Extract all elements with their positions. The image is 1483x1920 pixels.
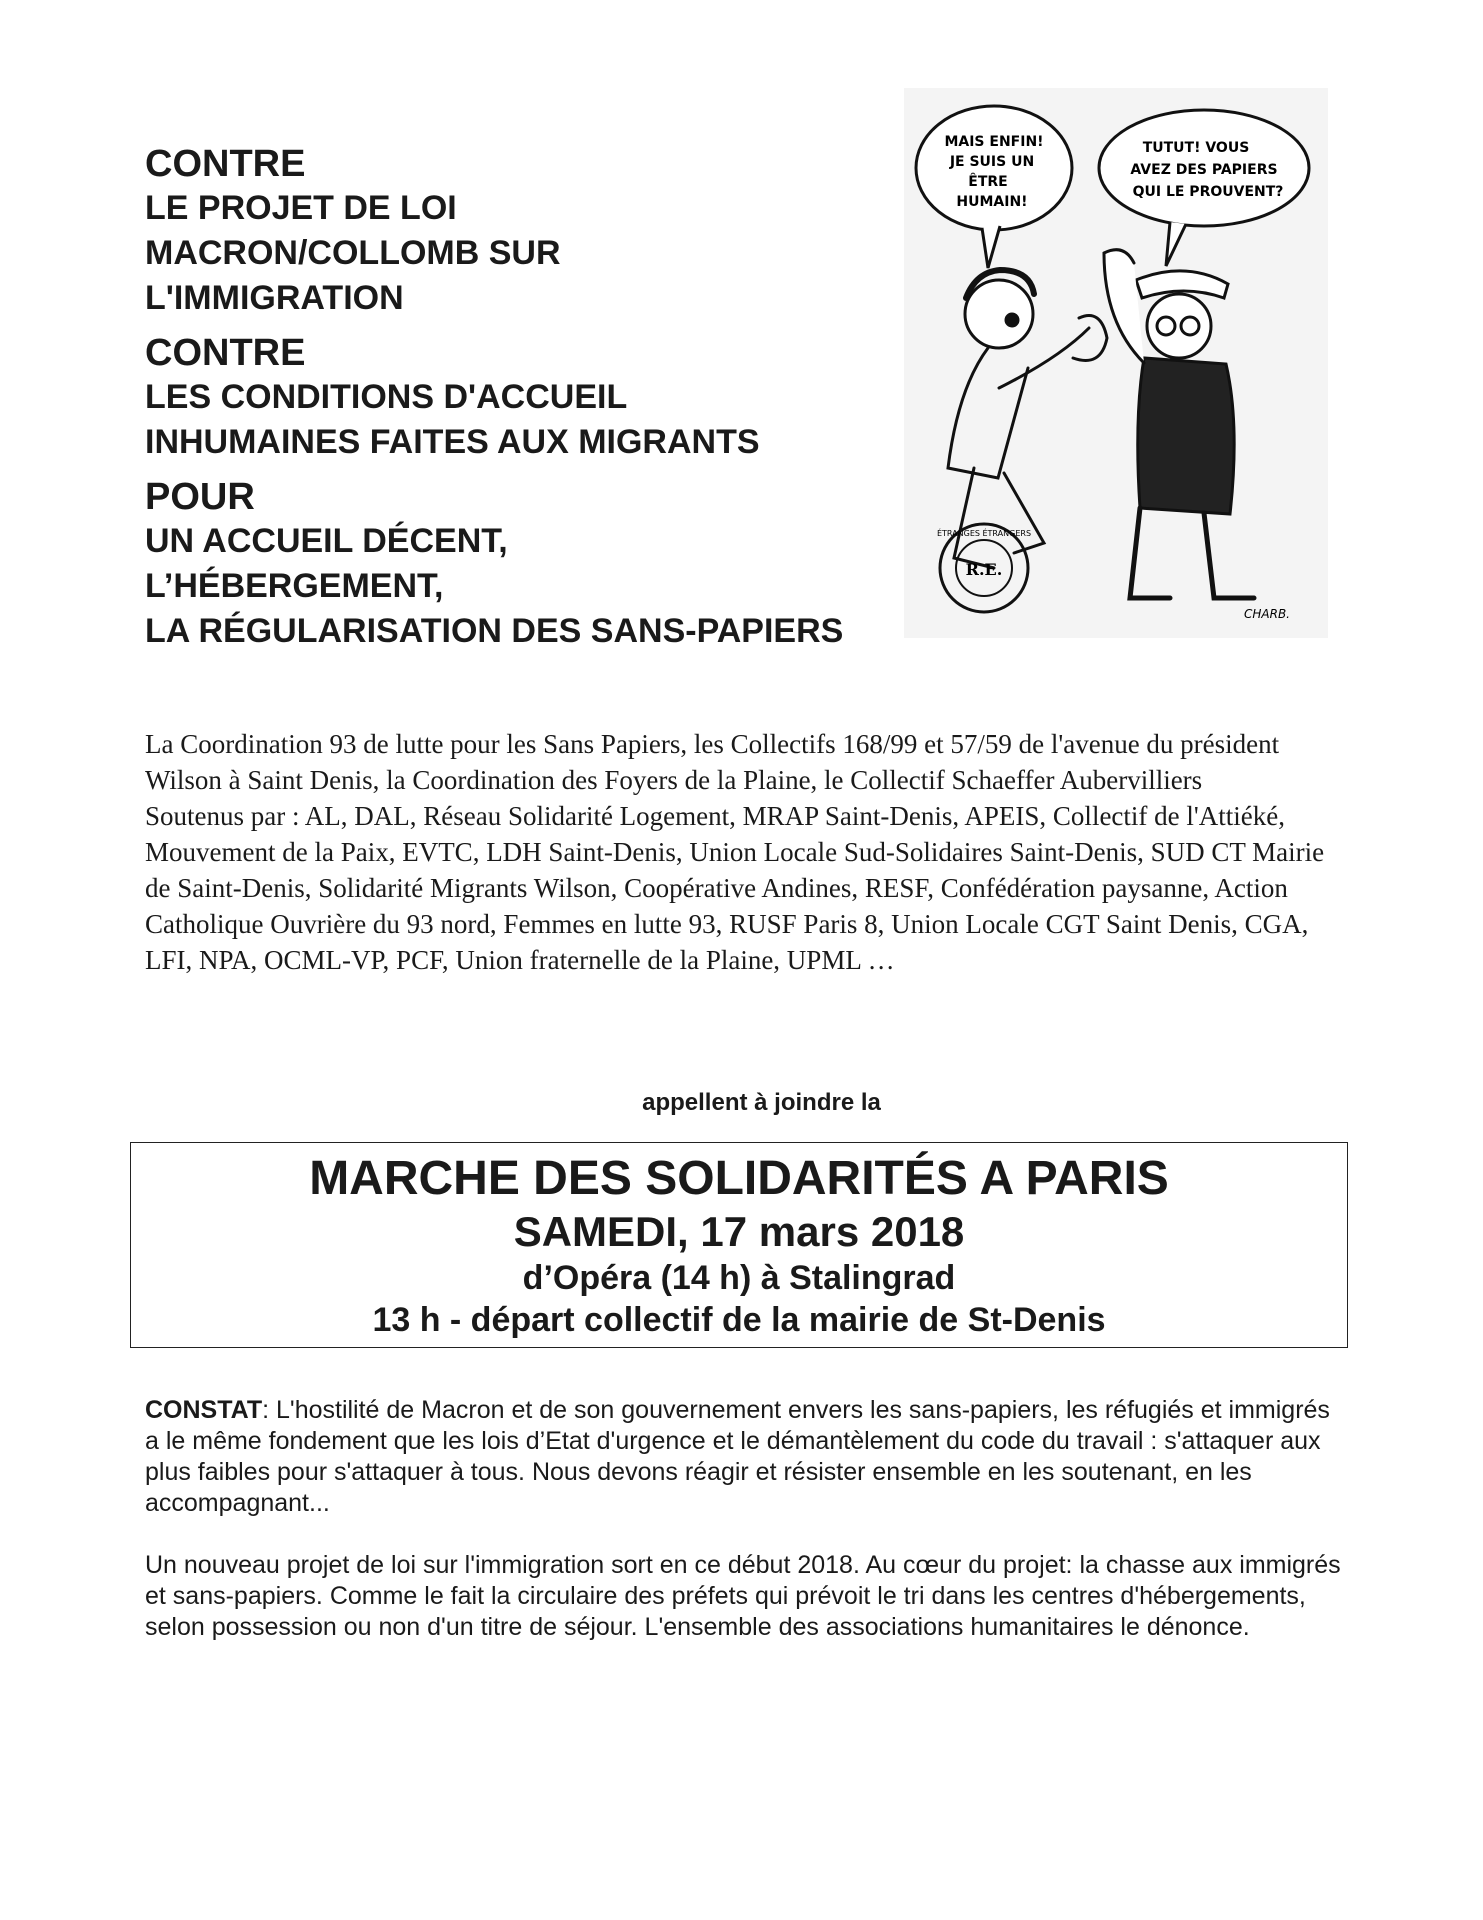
- event-title: MARCHE DES SOLIDARITÉS A PARIS: [309, 1152, 1169, 1205]
- constat-label: CONSTAT: [145, 1396, 263, 1424]
- headings: [145, 142, 945, 664]
- heading-keyword: CONTRE: [145, 332, 306, 374]
- cartoon-illustration: [904, 88, 1328, 638]
- heading-block-3: [145, 475, 945, 654]
- heading-line: INHUMAINES FAITES AUX MIGRANTS: [145, 423, 760, 461]
- event-date: SAMEDI, 17 mars 2018: [513, 1208, 965, 1255]
- constat-paragraph: [145, 1395, 1345, 1519]
- cartoon-signature: CHARB.: [1244, 607, 1290, 621]
- appeal-text: appellent à joindre la: [642, 1089, 881, 1116]
- bubble-text: JE SUIS UN: [949, 154, 1035, 170]
- bubble-text: ÊTRE: [968, 174, 1008, 190]
- constat-text: : L'hostilité de Macron et de son gouvernement envers les sans-papiers, les réfugiés et immigrés a le même fondement que les lois d’Etat d'urgence et le démantèlement du code du travail : s'attaquer aux plus faibles pour s'attaquer à tous. Nous devons réagir et résister ensemble en les soutenant, en les accompagnant...: [145, 1396, 1330, 1517]
- heading-line: LES CONDITIONS D'ACCUEIL: [145, 378, 628, 416]
- heading-line: LE PROJET DE LOI: [145, 189, 457, 227]
- bubble-text: MAIS ENFIN!: [944, 134, 1044, 150]
- stamp-letters: R.E.: [965, 560, 1003, 579]
- heading-line: MACRON/COLLOMB SUR: [145, 234, 561, 272]
- heading-keyword: CONTRE: [145, 143, 306, 185]
- bubble-text: HUMAIN!: [956, 194, 1028, 210]
- heading-keyword: POUR: [145, 476, 255, 518]
- appeal-line: [0, 1088, 1483, 1118]
- event-route: d’Opéra (14 h) à Stalingrad: [522, 1259, 956, 1297]
- heading-line: LA RÉGULARISATION DES SANS-PAPIERS: [145, 612, 844, 650]
- event-departure: 13 h - départ collectif de la mairie de St-Denis: [372, 1301, 1106, 1339]
- signatories: [145, 726, 1335, 978]
- stamp-ring-text: ÉTRANGES ÉTRANGERS: [936, 529, 1032, 538]
- heading-block-1: [145, 142, 945, 321]
- paragraph-2: Un nouveau projet de loi sur l'immigration sort en ce début 2018. Au cœur du projet: la chasse aux immigrés et sans-papiers. Comme le fait la circulaire des préfets qui prévoit le tri dans les centres d'hébergements, selon possession ou non d'un titre de séjour. L'ensemble des associations humanitaires le dénonce.: [145, 1551, 1341, 1641]
- bubble-text: AVEZ DES PAPIERS: [1130, 162, 1278, 178]
- supporters-text: Soutenus par : AL, DAL, Réseau Solidarité Logement, MRAP Saint-Denis, APEIS, Collectif de l'Attiéké, Mouvement de la Paix, EVTC, LDH Saint-Denis, Union Locale Sud-Solidaires Saint-Denis, SUD CT Mairie de Saint-Denis, Solidarité Migrants Wilson, Coopérative Andines, RESF, Confédération paysanne, Action Catholique Ouvrière du 93 nord, Femmes en lutte 93, RUSF Paris 8, Union Locale CGT Saint Denis, CGA, LFI, NPA, OCML-VP, PCF, Union fraternelle de la Plaine, UPML …: [145, 801, 1325, 975]
- heading-block-2: [145, 331, 945, 465]
- heading-line: L'IMMIGRATION: [145, 279, 404, 317]
- heading-line: UN ACCUEIL DÉCENT,: [145, 522, 508, 560]
- event-box: [130, 1142, 1348, 1348]
- body-text: [145, 1395, 1345, 1674]
- bubble-text: QUI LE PROUVENT?: [1132, 184, 1284, 200]
- organizers-text: La Coordination 93 de lutte pour les Sans Papiers, les Collectifs 168/99 et 57/59 de l'avenue du président Wilson à Saint Denis, la Coordination des Foyers de la Plaine, le Collectif Schaeffer Aubervilliers: [145, 729, 1280, 795]
- bubble-text: TUTUT! VOUS: [1142, 140, 1250, 156]
- heading-line: L’HÉBERGEMENT,: [145, 567, 444, 605]
